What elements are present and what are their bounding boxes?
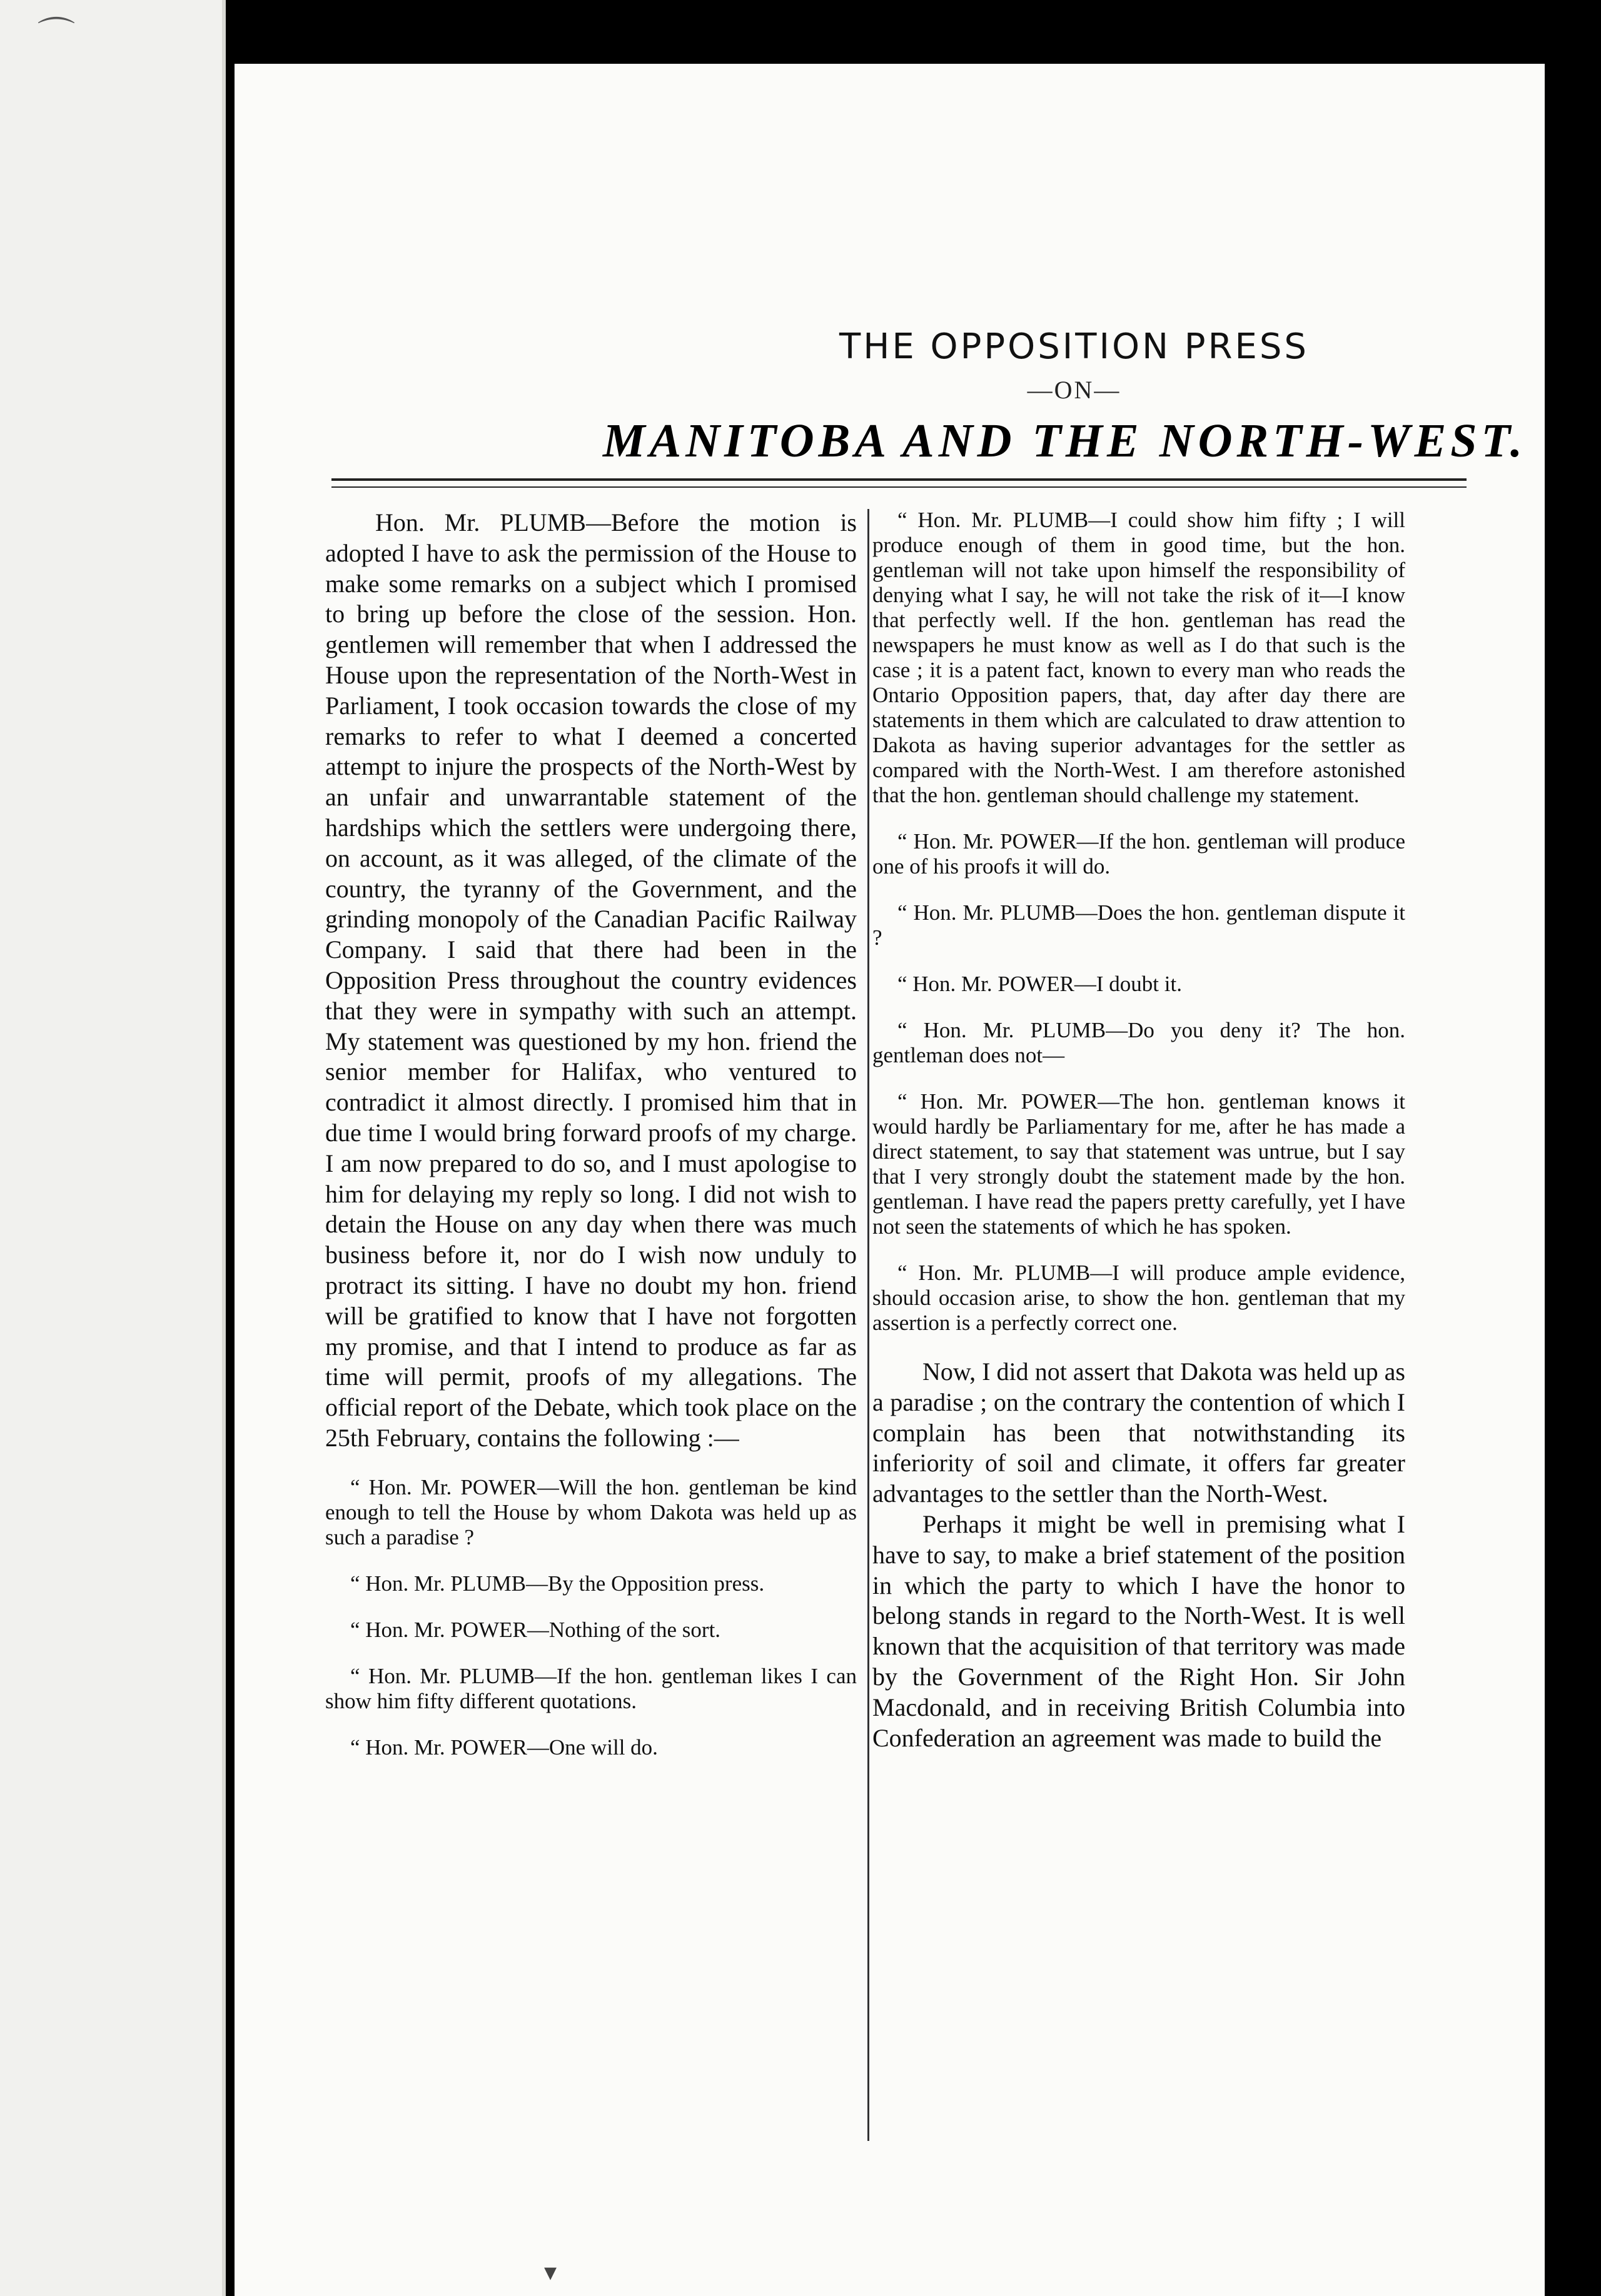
header-rule-top [331, 478, 1467, 481]
paragraph-premising: Perhaps it might be well in premising what I have to say, to make a brief statement of the position in which the party to which I have the honor to belong stands in regard to the North-West. It is well known that the acquisition of that territory was made by the Government of the Right Hon. Sir John Macdonald, and in receiving British Columbia into Confederation an agreement was made to build the [872, 1509, 1405, 1752]
right-column [872, 508, 1405, 1753]
header-subtitle: —ON— [1027, 376, 1121, 404]
header-rule-bottom [331, 486, 1467, 488]
quote-plumb-4: “ Hon. Mr. PLUMB—Does the hon. gentleman dispute it ? [872, 900, 1405, 950]
left-column [325, 508, 857, 1781]
quote-power-3: “ Hon. Mr. POWER—One will do. [350, 1735, 658, 1760]
quote-plumb-2: “ Hon. Mr. PLUMB—If the hon. gentleman likes I can show him fifty different quotations. [325, 1663, 857, 1713]
quote-power-6: “ Hon. Mr. POWER—The hon. gentleman knows it would hardly be Parliamentary for me, after he has made a direct statement, to say that statement was untrue, but I say that I very strongly doubt the statement made by the hon. gentleman. I have read the papers pretty carefully, yet I have not seen the statements of which he has spoken. [872, 1089, 1405, 1239]
quote-power-5: “ Hon. Mr. POWER—I doubt it. [897, 972, 1182, 996]
quote-plumb-3: “ Hon. Mr. PLUMB—I could show him fifty ; I will produce enough of them in good time, but the hon. gentleman will not take upon himself the responsibility of denying what I say, he will not take the risk of it—I know that perfectly well. If the hon. gentleman has read the newspapers he must know as well as I do that such is the case ; it is a patent fact, known to every man who reads the Ontario Opposition papers, that, day after day there are statements in them which are calculated to draw attention to Dakota as having superior advantages for the settler as compared with the North-West. I am therefore astonished that the hon. gentleman should challenge my statement. [872, 508, 1405, 807]
page-corner-mark: ⌒ [38, 16, 75, 57]
quote-power-2: “ Hon. Mr. POWER—Nothing of the sort. [350, 1617, 721, 1642]
quote-plumb-5: “ Hon. Mr. PLUMB—Do you deny it? The hon. gentleman does not— [872, 1018, 1405, 1067]
quote-plumb-6: “ Hon. Mr. PLUMB—I will produce ample evidence, should occasion arise, to show the hon. gentleman that my assertion is a perfectly correct one. [872, 1261, 1405, 1335]
header-main-title: MANITOBA AND THE NORTH-WEST. [602, 415, 1527, 467]
paragraph-dakota: Now, I did not assert that Dakota was held up as a paradise ; on the contrary the contention of which I complain has been that notwithstanding its inferiority of soil and climate, it offers far greater advantages to the settler than the North-West. [872, 1357, 1405, 1508]
intro-paragraph: Hon. Mr. PLUMB—Before the motion is adopted I have to ask the permission of the House to make some remarks on a subject which I promised to bring up before the close of the session. Hon. gentlemen will remember that when I addressed the House upon the representation of the North-West in Parliament, I took occasion towards the close of my remarks to refer to what I deemed a concerted attempt to injure the prospects of the North-West by an unfair and unwarrantable statement of the hardships which the settlers were undergoing there, on account, as it was alleged, of the climate of the country, the tyranny of the Government, and the grinding monopoly of the Canadian Pacific Railway Company. I said that there had been in the Opposition Press throughout the country evidences that they were in sympathy with such an attempt. My statement was questioned by my hon. friend the senior member for Halifax, who ventured to contradict it almost directly. I promised him that in due time I would bring forward proofs of my charge. I am now prepared to do so, and I must apologise to him for delaying my reply so long. I did not wish to detain the House on any day when there was much business before it, nor do I wish now unduly to protract its sitting. I have no doubt my hon. friend will be gratified to know that I have not forgotten my promise, and that I intend to produce as far as time will permit, proofs of my allegations. The official report of the Debate, which took place on the 25th February, contains the following :— [325, 508, 857, 1452]
document-page [235, 64, 1545, 2296]
quote-power-4: “ Hon. Mr. POWER—If the hon. gentleman will produce one of his proofs it will do. [872, 829, 1405, 879]
column-divider [867, 509, 869, 2141]
quote-power-1: “ Hon. Mr. POWER—Will the hon. gentleman be kind enough to tell the House by whom Dakota was held up as such a paradise ? [325, 1474, 857, 1549]
page-foot-mark: ▾ [544, 2258, 557, 2286]
header-title: THE OPPOSITION PRESS [839, 326, 1309, 367]
facing-page-edge [0, 0, 226, 2296]
quote-plumb-1: “ Hon. Mr. PLUMB—By the Opposition press. [350, 1571, 765, 1596]
